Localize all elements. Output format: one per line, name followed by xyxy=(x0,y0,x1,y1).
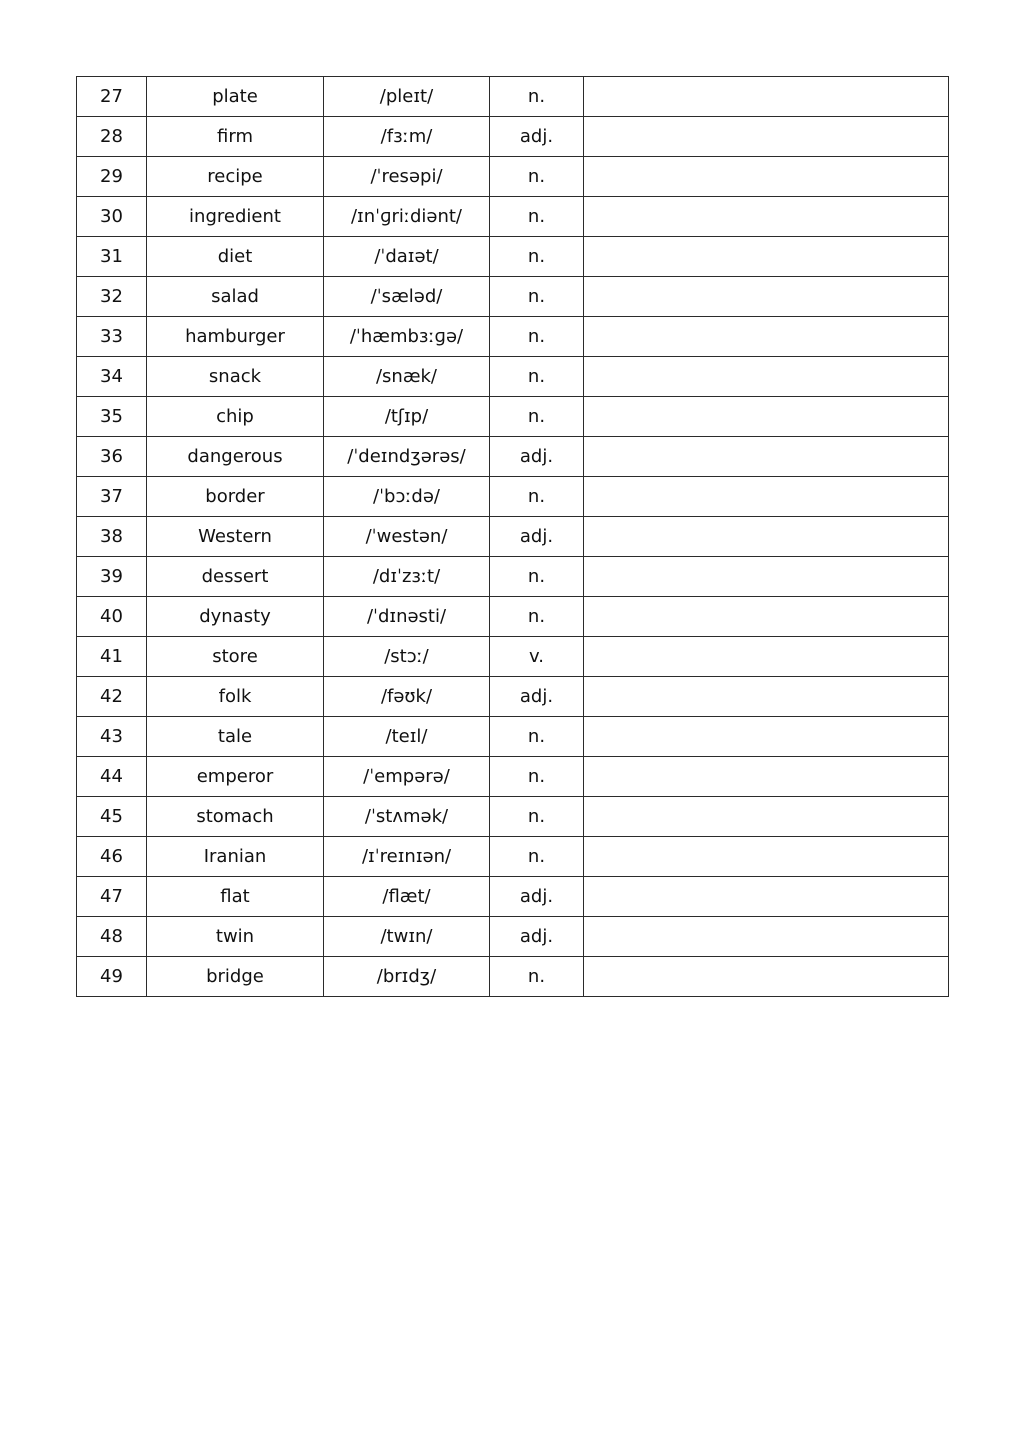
meaning-cell xyxy=(584,237,949,277)
table-row xyxy=(77,957,949,997)
part-of-speech-cell: n. xyxy=(490,837,584,877)
table-row xyxy=(77,597,949,637)
table-row xyxy=(77,357,949,397)
phonetic-cell: /ˈempərə/ xyxy=(324,757,490,797)
word-cell: Iranian xyxy=(147,837,324,877)
row-number: 49 xyxy=(77,957,147,997)
meaning-cell xyxy=(584,757,949,797)
part-of-speech-cell: n. xyxy=(490,317,584,357)
meaning-cell xyxy=(584,397,949,437)
meaning-cell xyxy=(584,157,949,197)
table-row xyxy=(77,637,949,677)
meaning-cell xyxy=(584,317,949,357)
word-cell: twin xyxy=(147,917,324,957)
row-number: 39 xyxy=(77,557,147,597)
row-number: 47 xyxy=(77,877,147,917)
meaning-cell xyxy=(584,357,949,397)
meaning-cell xyxy=(584,797,949,837)
table-row xyxy=(77,197,949,237)
table-row xyxy=(77,77,949,117)
meaning-cell xyxy=(584,717,949,757)
phonetic-cell: /ˈdeɪndʒərəs/ xyxy=(324,437,490,477)
meaning-cell xyxy=(584,677,949,717)
word-cell: store xyxy=(147,637,324,677)
table-row xyxy=(77,837,949,877)
row-number: 44 xyxy=(77,757,147,797)
row-number: 43 xyxy=(77,717,147,757)
phonetic-cell: /ˈsæləd/ xyxy=(324,277,490,317)
word-cell: border xyxy=(147,477,324,517)
part-of-speech-cell: n. xyxy=(490,557,584,597)
phonetic-cell: /ˈwestən/ xyxy=(324,517,490,557)
meaning-cell xyxy=(584,837,949,877)
meaning-cell xyxy=(584,597,949,637)
phonetic-cell: /dɪˈzɜːt/ xyxy=(324,557,490,597)
word-cell: folk xyxy=(147,677,324,717)
row-number: 46 xyxy=(77,837,147,877)
word-cell: tale xyxy=(147,717,324,757)
part-of-speech-cell: n. xyxy=(490,357,584,397)
row-number: 31 xyxy=(77,237,147,277)
table-row xyxy=(77,437,949,477)
part-of-speech-cell: adj. xyxy=(490,677,584,717)
word-cell: plate xyxy=(147,77,324,117)
word-cell: diet xyxy=(147,237,324,277)
row-number: 34 xyxy=(77,357,147,397)
part-of-speech-cell: n. xyxy=(490,757,584,797)
phonetic-cell: /ˈresəpi/ xyxy=(324,157,490,197)
table-row xyxy=(77,677,949,717)
row-number: 33 xyxy=(77,317,147,357)
part-of-speech-cell: n. xyxy=(490,277,584,317)
part-of-speech-cell: adj. xyxy=(490,877,584,917)
table-row xyxy=(77,117,949,157)
phonetic-cell: /flæt/ xyxy=(324,877,490,917)
meaning-cell xyxy=(584,917,949,957)
word-cell: recipe xyxy=(147,157,324,197)
phonetic-cell: /teɪl/ xyxy=(324,717,490,757)
phonetic-cell: /snæk/ xyxy=(324,357,490,397)
table-row xyxy=(77,317,949,357)
phonetic-cell: /ˈstʌmək/ xyxy=(324,797,490,837)
row-number: 36 xyxy=(77,437,147,477)
row-number: 35 xyxy=(77,397,147,437)
word-cell: dessert xyxy=(147,557,324,597)
meaning-cell xyxy=(584,117,949,157)
word-cell: flat xyxy=(147,877,324,917)
part-of-speech-cell: adj. xyxy=(490,517,584,557)
row-number: 48 xyxy=(77,917,147,957)
part-of-speech-cell: v. xyxy=(490,637,584,677)
phonetic-cell: /ˈdɪnəsti/ xyxy=(324,597,490,637)
table-row xyxy=(77,477,949,517)
table-row xyxy=(77,557,949,597)
meaning-cell xyxy=(584,957,949,997)
row-number: 30 xyxy=(77,197,147,237)
table-row xyxy=(77,797,949,837)
table-row xyxy=(77,157,949,197)
table-row xyxy=(77,757,949,797)
row-number: 27 xyxy=(77,77,147,117)
word-cell: stomach xyxy=(147,797,324,837)
table-row xyxy=(77,517,949,557)
meaning-cell xyxy=(584,77,949,117)
part-of-speech-cell: adj. xyxy=(490,437,584,477)
phonetic-cell: /fɜːm/ xyxy=(324,117,490,157)
meaning-cell xyxy=(584,197,949,237)
part-of-speech-cell: n. xyxy=(490,597,584,637)
phonetic-cell: /tʃɪp/ xyxy=(324,397,490,437)
part-of-speech-cell: adj. xyxy=(490,917,584,957)
row-number: 28 xyxy=(77,117,147,157)
phonetic-cell: /ˈhæmbɜːɡə/ xyxy=(324,317,490,357)
meaning-cell xyxy=(584,437,949,477)
meaning-cell xyxy=(584,477,949,517)
row-number: 40 xyxy=(77,597,147,637)
vocabulary-table-body xyxy=(77,77,949,997)
word-cell: ingredient xyxy=(147,197,324,237)
word-cell: emperor xyxy=(147,757,324,797)
word-cell: firm xyxy=(147,117,324,157)
phonetic-cell: /ɪˈreɪnɪən/ xyxy=(324,837,490,877)
word-cell: chip xyxy=(147,397,324,437)
row-number: 45 xyxy=(77,797,147,837)
table-row xyxy=(77,917,949,957)
phonetic-cell: /stɔː/ xyxy=(324,637,490,677)
meaning-cell xyxy=(584,877,949,917)
part-of-speech-cell: n. xyxy=(490,957,584,997)
word-cell: hamburger xyxy=(147,317,324,357)
row-number: 32 xyxy=(77,277,147,317)
word-cell: dangerous xyxy=(147,437,324,477)
meaning-cell xyxy=(584,517,949,557)
phonetic-cell: /ˈdaɪət/ xyxy=(324,237,490,277)
phonetic-cell: /ˈbɔːdə/ xyxy=(324,477,490,517)
word-cell: salad xyxy=(147,277,324,317)
table-row xyxy=(77,397,949,437)
meaning-cell xyxy=(584,557,949,597)
part-of-speech-cell: n. xyxy=(490,197,584,237)
table-row xyxy=(77,717,949,757)
word-cell: snack xyxy=(147,357,324,397)
row-number: 37 xyxy=(77,477,147,517)
word-cell: bridge xyxy=(147,957,324,997)
part-of-speech-cell: n. xyxy=(490,157,584,197)
row-number: 42 xyxy=(77,677,147,717)
table-row xyxy=(77,237,949,277)
row-number: 38 xyxy=(77,517,147,557)
phonetic-cell: /brɪdʒ/ xyxy=(324,957,490,997)
table-row xyxy=(77,877,949,917)
word-cell: dynasty xyxy=(147,597,324,637)
word-cell: Western xyxy=(147,517,324,557)
row-number: 41 xyxy=(77,637,147,677)
phonetic-cell: /twɪn/ xyxy=(324,917,490,957)
table-row xyxy=(77,277,949,317)
phonetic-cell: /ɪnˈɡriːdiənt/ xyxy=(324,197,490,237)
part-of-speech-cell: adj. xyxy=(490,117,584,157)
meaning-cell xyxy=(584,277,949,317)
part-of-speech-cell: n. xyxy=(490,477,584,517)
part-of-speech-cell: n. xyxy=(490,397,584,437)
part-of-speech-cell: n. xyxy=(490,77,584,117)
part-of-speech-cell: n. xyxy=(490,237,584,277)
meaning-cell xyxy=(584,637,949,677)
part-of-speech-cell: n. xyxy=(490,797,584,837)
phonetic-cell: /pleɪt/ xyxy=(324,77,490,117)
phonetic-cell: /fəʊk/ xyxy=(324,677,490,717)
vocabulary-table xyxy=(76,76,949,997)
row-number: 29 xyxy=(77,157,147,197)
part-of-speech-cell: n. xyxy=(490,717,584,757)
